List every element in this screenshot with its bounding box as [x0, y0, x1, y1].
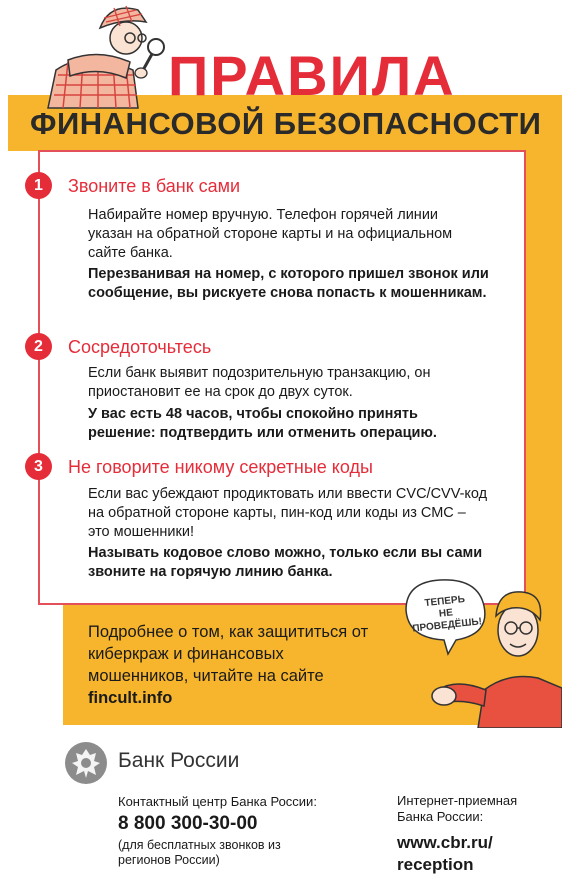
rule-number: 1 — [25, 172, 52, 199]
speech-line: ПРОВЕДЁШЬ! — [411, 616, 483, 635]
more-info-body: Подробнее о том, как защититься от киберкраж и финансовых мошенников, читайте на сайте — [88, 623, 369, 685]
detective-illustration — [38, 0, 178, 110]
page-subtitle: ФИНАНСОВОЙ БЕЗОПАСНОСТИ — [30, 106, 542, 141]
phone-number[interactable]: 8 800 300-30-00 — [118, 813, 258, 834]
rule-bold-text: Называть кодовое слово можно, только если вы сами звоните на горячую линию банка. — [88, 545, 483, 580]
speech-bubble — [408, 592, 483, 635]
rule-heading: Не говорите никому секретные коды — [68, 457, 373, 477]
rule-bold-text: У вас есть 48 часов, чтобы спокойно принять решение: подтвердить или отменить операцию. — [88, 406, 437, 441]
phone-note: (для бесплатных звонков из регионов России) — [118, 838, 281, 867]
rule-text: Если вас убеждают продиктовать или ввести CVC/CVV-код на обратной стороне карты, пин-код или коды из СМС – это мошенники! — [88, 486, 488, 540]
bank-name: Банк России — [118, 749, 240, 772]
rule-bold-text: Перезванивая на номер, с которого пришел звонок или сообщение, вы рискуете снова попасть к мошенникам. — [88, 266, 489, 301]
fincult-link[interactable]: fincult.info — [88, 689, 173, 707]
speech-line: НЕ — [438, 607, 454, 620]
rule-text: Если банк выявит подозрительную транзакцию, он приостановит ее на срок до двух суток. — [88, 365, 431, 400]
rule-number: 3 — [25, 453, 52, 480]
more-info-text — [88, 621, 388, 709]
page-title: ПРАВИЛА — [168, 44, 456, 107]
rule-heading: Звоните в банк сами — [68, 176, 241, 196]
speech-line: ТЕПЕРЬ — [423, 593, 466, 610]
rule-heading: Сосредоточьтесь — [68, 337, 212, 357]
contact-center-label: Контактный центр Банка России: — [118, 794, 317, 809]
rule-number: 2 — [25, 333, 52, 360]
bank-emblem-icon — [64, 741, 108, 785]
cbr-site-link[interactable]: www.cbr.ru/ reception — [397, 833, 493, 874]
rule-text: Набирайте номер вручную. Телефон горячей линии указан на обратной стороне карты и на официальном сайте банка. — [88, 207, 453, 261]
internet-reception-label: Интернет-приемная Банка России: — [397, 793, 518, 824]
